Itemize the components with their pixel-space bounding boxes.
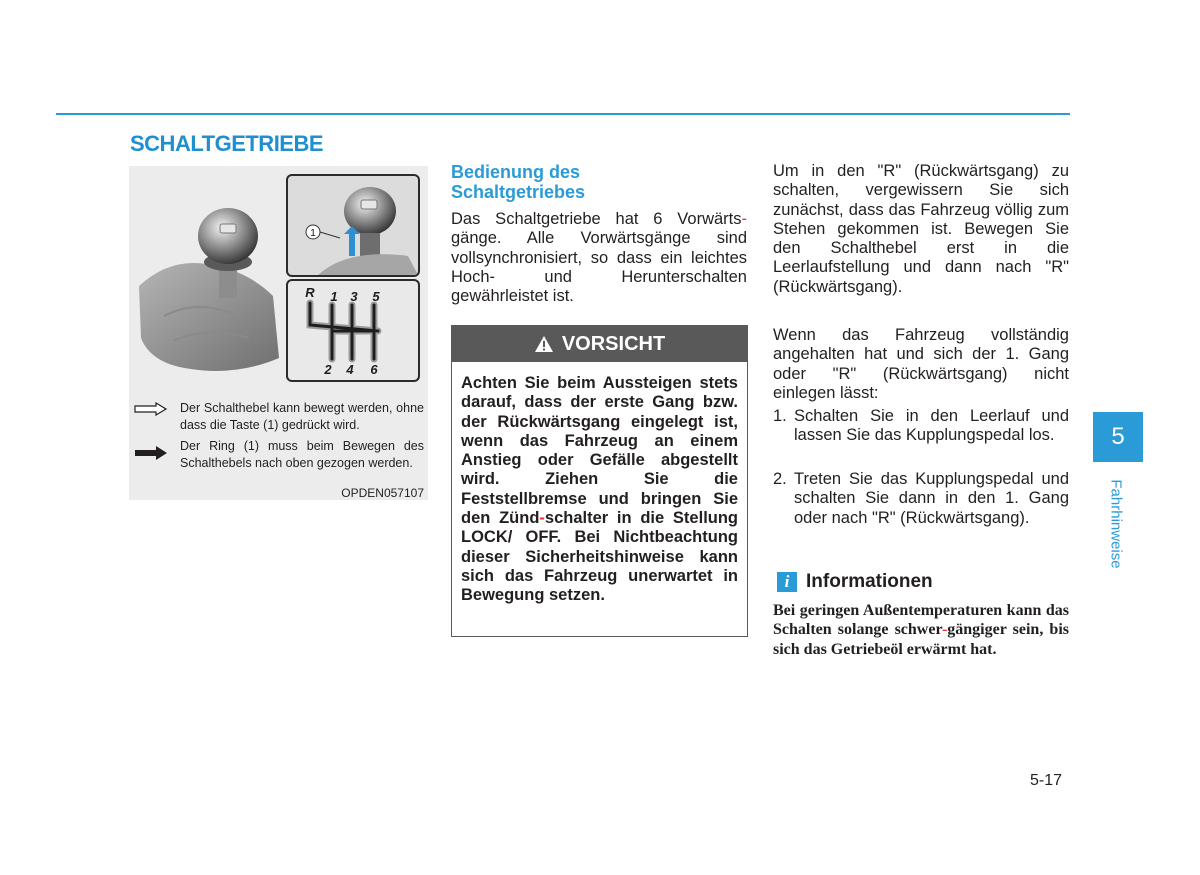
gear-label-1: 1 bbox=[330, 289, 338, 304]
caution-title: VORSICHT bbox=[561, 332, 666, 355]
operation-text-b: gänge. Alle Vorwärtsgänge sind vollsynchronisiert, so dass ein leichtes Hoch- und Herunterschalten gewährleistet ist. bbox=[451, 229, 747, 306]
caution-box bbox=[451, 325, 748, 637]
gear-label-4: 4 bbox=[346, 362, 354, 377]
figure-code: OPDEN057107 bbox=[341, 486, 424, 500]
ring-callout-label: 1 bbox=[310, 228, 316, 239]
page-number: 5-17 bbox=[1030, 772, 1063, 789]
solid-arrow-icon bbox=[134, 446, 168, 460]
legend-text-solid: Der Ring (1) muss beim Bewegen des Schalthebels nach oben gezogen werden. bbox=[180, 439, 424, 470]
reverse-paragraph-2: Wenn das Fahrzeug vollständig angehalten hat und sich der 1. Gang oder "R" (Rückwärtsgang) nicht einlegen lässt: bbox=[773, 326, 1069, 402]
operation-paragraph bbox=[451, 210, 747, 306]
info-hyphen: - bbox=[941, 621, 948, 639]
gear-label-5: 5 bbox=[372, 289, 380, 304]
caution-text bbox=[461, 374, 738, 606]
caution-header bbox=[452, 326, 747, 362]
ring-detail-photo bbox=[286, 174, 420, 277]
operation-heading-line2: Schaltgetriebes bbox=[451, 182, 586, 202]
gear-label-6: 6 bbox=[370, 362, 378, 377]
reverse-paragraph-1: Um in den "R" (Rückwärtsgang) zu schalten, vergewissern Sie sich zunächst, dass das Fahrzeug völlig zum Stehen gekommen ist. Bewegen Sie den Schalthebel erst in die Leerlaufstellung und dann nach "R" (Rückwärtsgang). bbox=[773, 162, 1069, 296]
caution-hyphen: - bbox=[539, 509, 545, 528]
shift-pattern-diagram bbox=[286, 279, 420, 382]
info-heading bbox=[777, 571, 933, 593]
operation-heading bbox=[451, 162, 585, 202]
operation-text-a: Das Schaltgetriebe hat 6 Vorwärts bbox=[451, 210, 742, 228]
gear-label-2: 2 bbox=[324, 362, 332, 377]
gear-label-R: R bbox=[305, 285, 315, 300]
caution-text-a: Achten Sie beim Aussteigen stets darauf, dass der erste Gang bzw. der Rückwärtsgang eingelegt ist, wenn das Fahrzeug an einem Anstieg oder Gefälle abgestellt wird. Ziehen Sie die Feststellbremse und bringen Sie den Zünd bbox=[461, 374, 738, 528]
legend-text-outline: Der Schalthebel kann bewegt werden, ohne dass die Taste (1) gedrückt wird. bbox=[180, 401, 424, 432]
info-title: Informationen bbox=[806, 571, 933, 592]
chapter-tab: 5 bbox=[1093, 412, 1143, 462]
gear-label-3: 3 bbox=[350, 289, 358, 304]
info-icon: i bbox=[777, 572, 797, 592]
info-text bbox=[773, 601, 1069, 659]
info-text-a: Bei geringen Außentemperaturen kann das Schalten solange schwer bbox=[773, 602, 1069, 639]
warning-triangle-icon bbox=[534, 335, 554, 353]
info-text-b: gängiger sein, bis sich das Getriebeöl erwärmt hat. bbox=[773, 621, 1069, 658]
caution-text-b: schalter in die Stellung LOCK/ OFF. Bei Nichtbeachtung dieser Sicherheitshinweise kann sich das Fahrzeug unerwartet in Bewegung setzen. bbox=[461, 509, 739, 605]
outline-arrow-icon bbox=[134, 402, 168, 416]
operation-hyphen: - bbox=[741, 210, 747, 228]
list-item-text: Treten Sie das Kupplungspedal und schalten Sie dann in den 1. Gang oder nach "R" (Rückwärtsgang). bbox=[794, 470, 1069, 527]
gear-shifter-photo bbox=[129, 166, 281, 386]
chapter-label: Fahrhinweise bbox=[1107, 479, 1125, 569]
list-item-number: 2. bbox=[773, 470, 787, 488]
list-item-text: Schalten Sie in den Leerlauf und lassen Sie das Kupplungspedal los. bbox=[794, 407, 1069, 445]
operation-heading-line1: Bedienung des bbox=[451, 162, 581, 182]
list-item-number: 1. bbox=[773, 407, 787, 425]
section-title: SCHALTGETRIEBE bbox=[130, 131, 324, 156]
top-rule bbox=[56, 113, 1070, 115]
